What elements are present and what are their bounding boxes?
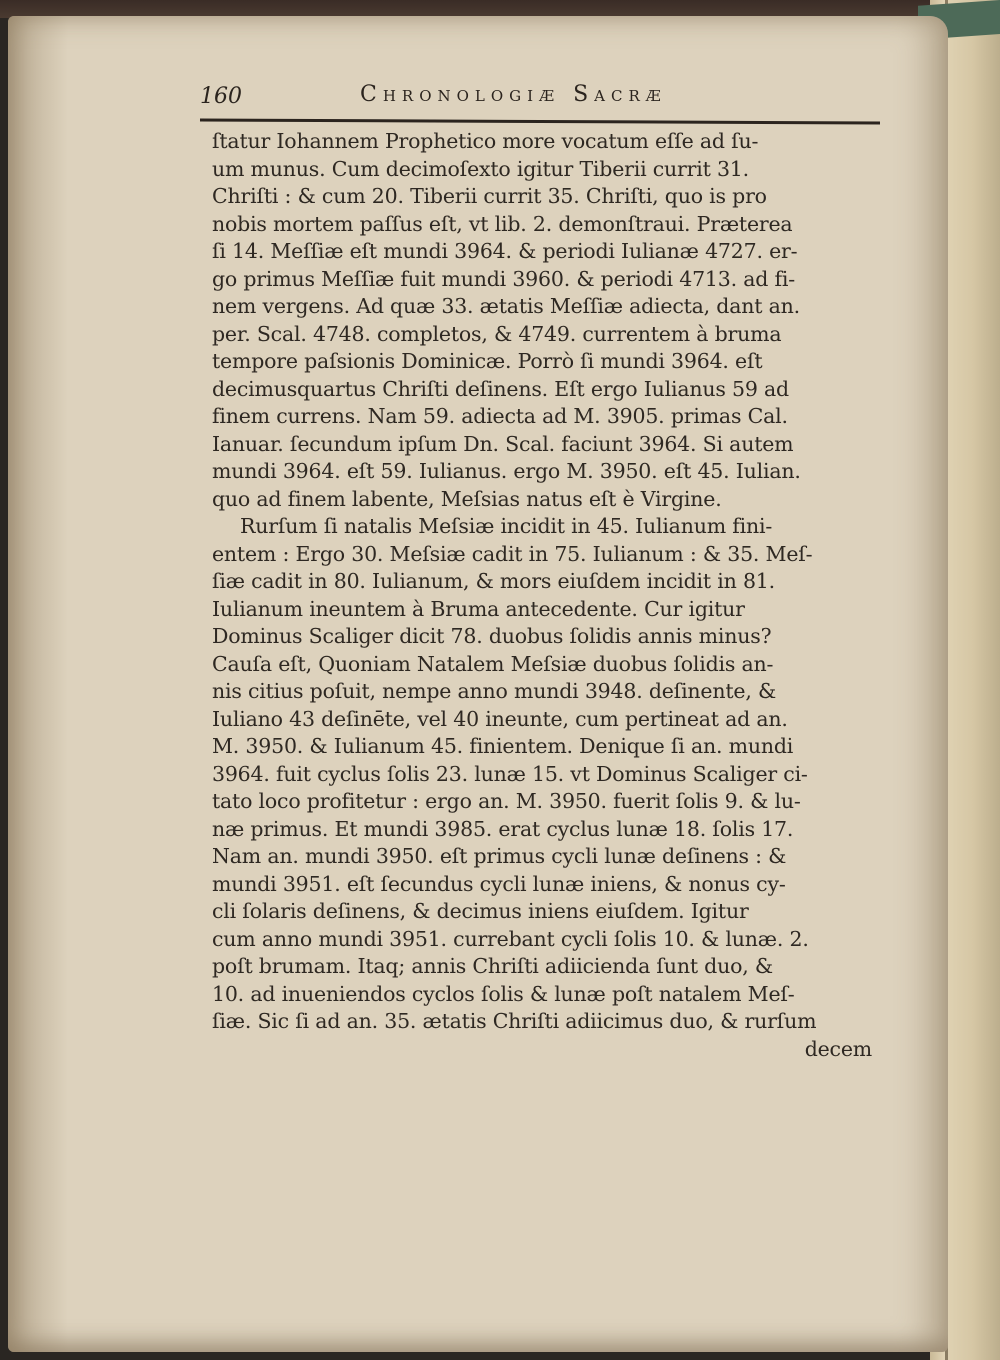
text-line: næ primus. Et mundi 3985. erat cyclus lunæ 18. ſolis 17.: [212, 816, 794, 841]
text-line: ſtatur Iohannem Prophetico more vocatum eſſe ad ſu-: [212, 129, 759, 153]
text-line: 10. ad inueniendos cyclos ſolis & lunæ poſt natalem Meſ-: [212, 981, 795, 1006]
page-number: 160: [200, 84, 242, 109]
text-line: per. Scal. 4748. completos, & 4749. currentem à bruma: [212, 321, 782, 346]
text-line: Ianuar. ſecundum ipſum Dn. Scal. faciunt 3964. Si autem: [212, 431, 794, 456]
text-line: nobis mortem paſſus eſt, vt lib. 2. demonſtraui. Præterea: [212, 211, 793, 236]
text-line: nem vergens. Ad quæ 33. ætatis Meſſiæ adiecta, dant an.: [212, 294, 800, 318]
running-title: Chronologiæ Sacræ: [360, 82, 667, 107]
text-line: Iulianum ineuntem à Bruma antecedente. Cur igitur: [212, 596, 745, 621]
page-gutter: [8, 16, 68, 1352]
text-line: M. 3950. & Iulianum 45. finientem. Denique ſi an. mundi: [212, 734, 794, 758]
text-line: cli ſolaris deſinens, & decimus iniens eiuſdem. Igitur: [212, 899, 749, 923]
text-line: mundi 3964. eſt 59. Iulianus. ergo M. 3950. eſt 45. Iulian.: [212, 459, 801, 483]
paragraph-start-line: Rurſum ſi natalis Meſsiæ incidit in 45. Iulianum fini-: [240, 514, 773, 538]
body-text: [212, 128, 880, 1063]
text-line: Iuliano 43 deſinēte, vel 40 ineunte, cum pertineat ad an.: [212, 706, 788, 731]
text-line: Dominus Scaliger dicit 78. duobus ſolidis annis minus?: [212, 624, 772, 648]
text-line: ſiæ cadit in 80. Iulianum, & mors eiuſdem incidit in 81.: [212, 569, 775, 593]
text-line: mundi 3951. eſt ſecundus cycli lunæ iniens, & nonus cy-: [212, 871, 786, 896]
text-line: tato loco profitetur : ergo an. M. 3950. fuerit ſolis 9. & lu-: [212, 789, 801, 813]
text-line: 3964. fuit cyclus ſolis 23. lunæ 15. vt Dominus Scaliger ci-: [212, 761, 808, 786]
page-header: [200, 74, 880, 114]
text-line: decimusquartus Chriſti deſinens. Eſt ergo Iulianus 59 ad: [212, 376, 789, 401]
text-line: poſt brumam. Itaq; annis Chriſti adiicienda ſunt duo, &: [212, 954, 773, 978]
text-line: ſi 14. Meſſiæ eſt mundi 3964. & periodi Iulianæ 4727. er-: [212, 239, 798, 263]
text-line: Nam an. mundi 3950. eſt primus cycli lunæ deſinens : &: [212, 844, 787, 868]
text-line: nis citius poſuit, nempe anno mundi 3948. deſinente, &: [212, 679, 777, 703]
text-line: go primus Meſſiæ fuit mundi 3960. & periodi 4713. ad fi-: [212, 266, 795, 291]
text-line: cum anno mundi 3951. currebant cycli ſolis 10. & lunæ. 2.: [212, 926, 809, 951]
text-line: finem currens. Nam 59. adiecta ad M. 3905. primas Cal.: [212, 404, 788, 428]
text-line: um munus. Cum decimoſexto igitur Tiberii currit 31.: [212, 156, 749, 181]
catchword: decem: [804, 1036, 872, 1061]
text-line: tempore paſsionis Dominicæ. Porrò ſi mundi 3964. eſt: [212, 349, 763, 373]
text-line: Cauſa eſt, Quoniam Natalem Meſsiæ duobus ſolidis an-: [212, 651, 774, 676]
text-line: ſiæ. Sic ſi ad an. 35. ætatis Chriſti adiicimus duo, & rurſum: [212, 1009, 817, 1033]
text-line: Chriſti : & cum 20. Tiberii currit 35. Chriſti, quo is pro: [212, 184, 767, 208]
text-line: entem : Ergo 30. Meſsiæ cadit in 75. Iulianum : & 35. Meſ-: [212, 541, 813, 566]
text-line: quo ad finem labente, Meſsias natus eſt è Virgine.: [212, 486, 722, 511]
